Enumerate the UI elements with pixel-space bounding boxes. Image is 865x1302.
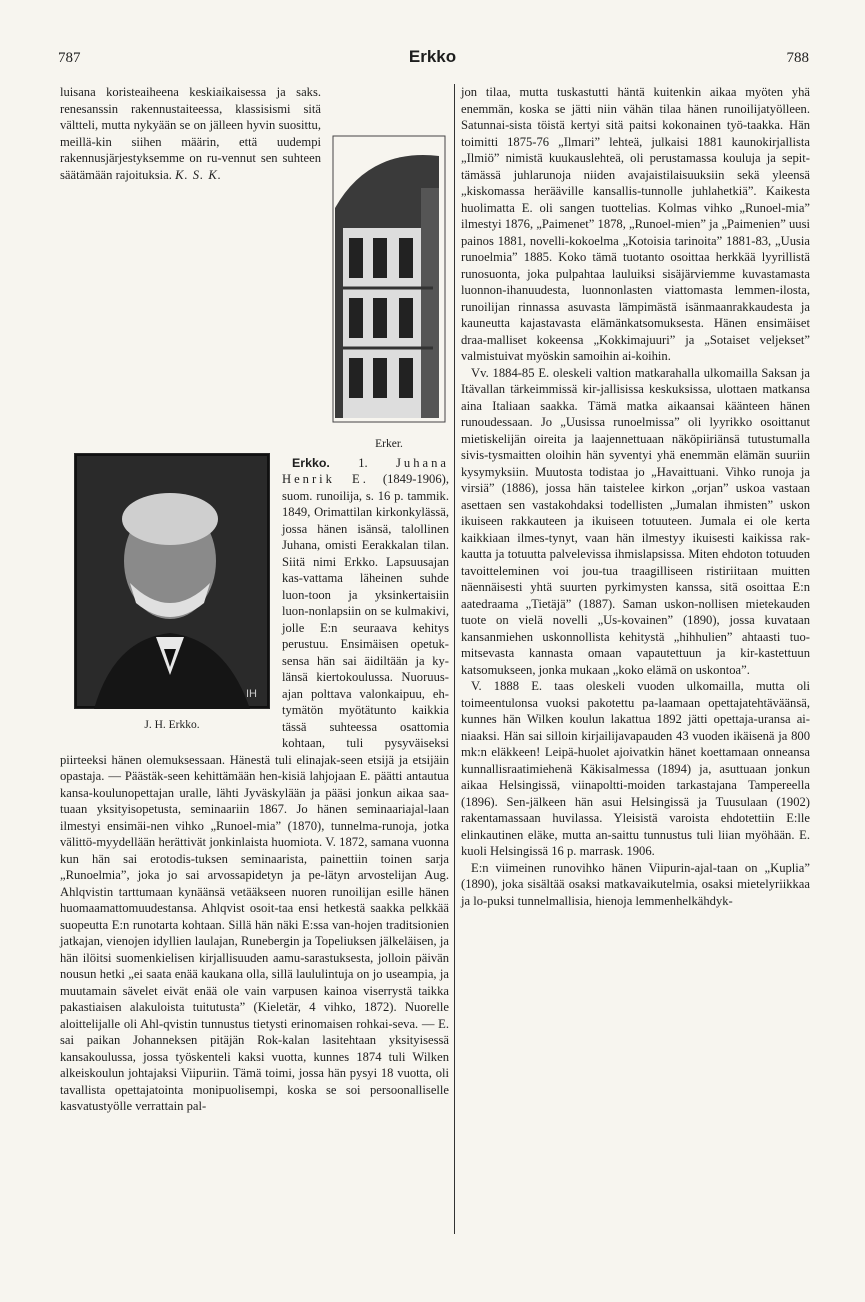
- right-paragraph-3: V. 1888 E. taas oleskeli vuoden ulkomailla, mutta oli toimeentulonsa vuoksi pakotettu pa-laamaan opettajatehtäväänsä, kunnes hän Wilken koulun lakattua 1892 jätti opettaja-uransa ai-niaaksi. Hän sai silloin kirjailijavapauden 43 vuoden ikäisenä ja 800 mk:n eläkkeen! Leipä-huolet ajoivatkin hänet koettamaan onneansa kunnallisraatimiehenä Käkisalmessa (1894) ja, asuttuaan jonkun aikaa Helsingissä, viinapoltti-moiden tarkastajana Tampereella (1896). Sen-jälkeen hän asui Helsingissä ja Tuusulaan (1902) rakentamassaan huvilassa. Yleisistä varoista ehdotettiin E:lle elinkautinen eläke, mutta an-saittu tunnustus tuli liian myöhään. E. kuoli Helsingissä 16 p. marrask. 1906.: [461, 679, 810, 858]
- right-paragraph-1: jon tilaa, mutta tuskastutti häntä kuitenkin aikaa myöten yhä enemmän, koska se jätti niin vähän tilaa hänen runoilijatyölleen. Satunnai-sista töistä kertyi sitä paitsi kokonainen työ-taakka. Hän toimitti 1875-76 „Ilmari” lehteä, julkaisi 1881 kaunokirjallista „Ilmiö” nimistä kuukauslehteä, oli perustamassa kouluja ja sepit-tämässä juhlarunoja niiden avajaistilaisuuksiin sekä yleensä „kiskomassa herääville kansallis-tunnolle juhlahetkiä”. Kaikesta huolimatta E. oli sangen tuottelias. Kolmas vihko „Runoel-mia” ilmestyi 1876, „Paimenet” 1878, „Runoel-mien” ja „Paimenien” uusi painos 1881, novelli-kokoelma „Kotoisia tarinoita” 1881-83, „Uusia runoelmia” 1885. Koko tämä tuotanto osoittaa herkkää lyyrillistä runosuonta, joka pulpahtaa lauluiksi sisäjärviemme kuvastamasta luonnon-ihanuudesta, luonnonlasten viattomasta lemmen-ilosta, runoilijan rinnassa asuvasta lämpimästä isänmaanrakkaudesta ja kauneutta kajastavasta elämänkatsomuksesta. Hänen ensimäiset draa-malliset kokeensa „Kokkimajuuri” ja „Sotaiset veljekset” valmistuivat myöskin samoihin ai-koihin.: [461, 85, 810, 363]
- portrait-figure-box: [74, 453, 270, 734]
- erker-figure: [329, 128, 449, 453]
- entry-headword: Erkko.: [292, 455, 330, 470]
- entry-number: 1.: [358, 455, 368, 470]
- entry-body: (1849-1906), suom. runoilija, s. 16 p. tammik. 1849, Orimattilan kirkonkylässä, jossa hänen isänsä, talollinen Juhana, omisti Eerakkalan tilan. Siitä nimi Erkko. Lapsuusajan kas-vattama läheinen suhde luon-toon ja yksinkertaisiin luon-nonlapsiin on se kulmakivi, jolle E:n seuraava kehitys perustuu. Ensimäisen opetuk-sensa hän sai äidiltään ja ky-länsä kiertokoulussa. Nuoruus-ajan polttava valonkaipuu, eh-tymätön myötätunto kaikkia tässä suhteessa osattomia kohtaan, tuli pysyväiseksi piirteeksi hänen olemuksessaan. Hänestä tuli elinajak-seen etsijä ja etsijäin opastaja. — Päästäk-seen kehittämään hen-kisiä lahjojaan E. päätti antautua kansa-koulunopettajan uralle, lähti Jyväskylään ja pääsi jonkun aikaa saa-tuaan yksityisopetusta, seminaariin 1867. Jo hänen seminaariajal-laan ilmestyi ensimäi-nen vihko „Runoel-mia” (1870), tunnelma-runoja, jotka välittö-myydellään herättivät jonkinlaista huomiota. V. 1872, samana vuonna kun hän sai erotodis-tuksen seminaarista, painettiin toinen sarja „Runoelmia”, joka jo sai arvossapidetyn ja pe-lätyn arvostelijan Aug. Ahlqvistin tarttumaan kynäänsä vetääkseen nuoren runoilijan esille hänen huomaamattomuudestansa. Ahlqvist osoit-taa ensi hetkestä saakka pelkkää suopeutta E:n runotarta kohtaan. Sillä hän näki E:ssa van-hojen traditsionien jatkajan, vienojen idyllien laulajan, Runebergin ja Topeliuksen jälkeläisen, ja hän ilöitsi suomenkielisen kirjallisuuden aamu-sarastuksesta, jolloin päivän nousun hetki „ei saata enää kaukana olla, sillä laululintuja on jo useampia, ja muutamain sävelet eivät enää ole vain varpusen kainoa viserrystä taikka pakastiaisen alakuloista tuitutusta” (Kieletär, 4 vihko, 1872). Nuorelle aloittelijalle oli Ahl-qvistin tunnustus tietysti erinomaisen rohkai-seva. — E. sai paikan Johanneksen pitäjän Rok-kalan lasitehtaan yksityisessä kansakoulussa, jossa työskenteli kaksi vuotta, kunnes 1874 tuli Wilken alkeiskoulun johtajaksi Viipuriin. Tämä toimi, jossa hän pysyi 18 vuotta, oli tavallista opettajatointa monipuolisempi, koska se soi persoonalliselle kasvatustyölle verrattain pal-: [60, 472, 449, 1113]
- entry-name: Juhana Henrik E.: [282, 455, 449, 486]
- left-column: [60, 84, 449, 1234]
- column-rule: [454, 84, 455, 1234]
- portrait-mark: IH: [246, 688, 257, 700]
- portrait-caption: J. H. Erkko.: [144, 719, 200, 731]
- right-paragraph-4: E:n viimeinen runovihko hänen Viipurin-ajal-taan on „Kuplia” (1890), joka sisältää osaksi matkavaikutelmia, osaksi mietelyriikkaa ja lo-puksi tunnelmallisia, hienoja lemmenhelkähdyk-: [461, 860, 810, 908]
- left-paragraph-1: luisana koristeaiheena keskiaikaisessa ja saks. renesanssin rakennustaiteessa, klassisismi sitä vältteli, mutta nykyään se on jälleen hyvin suosittu, meillä-kin siihen määrin, että uudempi rakennusjärjestyksemme on ru-vennut sen suhteen säätämään rajoituksia. K. S. K.: [60, 85, 321, 182]
- page-number-left: 787: [58, 50, 81, 66]
- erker-illustration: [329, 128, 449, 428]
- erker-caption: Erker.: [375, 438, 403, 450]
- right-paragraph-2: Vv. 1884-85 E. oleskeli valtion matkarahalla ulkomailla Saksan ja Itävallan tärkeimmissä kir-jallisissa keskuksissa, ulottaen matkansa aina Italiaan saakka. Tämä matka aikaansai käänteen hänen runoudessaan. Jo „Uusissa runoelmissa” oli lyyrikko osoittanut mietiskelijän oireita ja laajennettuaan näköpiiriänsä tutustumalla sivis-tysmaitten oloihin hän syventyi yhä enemmän elämän suuriin kysymyksiin. Muutosta todistaa jo „Havaittuani. Vihko runoja ja virsiä” (1886), jossa hän taistelee kirkon „orjan” uskoa vastaan asettaen sen vastakohdaksi todellisten „Jumalan ihmisten” uskon ikuiseen rakkauteen ja ikuiseen totuuteen. Jumala ei ole kerta kaikkiaan ilmes-tynyt, vaan hän ilmestyy ikuisesti kaikissa rak-kautta ja totuutta palvelevissa ihmislapsissa. Miten ehdoton totuuden tavoitteleminen voi jou-tua traagilliseen ristiriitaan muitten näennäisesti yhtä suurten pyrkimysten kanssa, sitä osoittaa E:n aatedraama „Tietäjä” (1887). Saman uskon-nollisen mietekauden tuote on vielä novelli „Us-kovainen” (1890), jossa kuvataan kansanmiehen uskonnollista kehitystä „hihhulien” ahtaasti tuo-mitsevasta kannasta omaan vapautettuun ja kir-kastettuun katsomukseen, jonka mukaan „koko elämä on uskontoa”.: [461, 365, 810, 677]
- running-head: Erkko: [408, 47, 457, 66]
- page-number-right: 788: [786, 50, 809, 66]
- right-column: [461, 84, 810, 1234]
- erkko-portrait: [74, 453, 270, 709]
- author-signature: K. S. K.: [175, 167, 222, 182]
